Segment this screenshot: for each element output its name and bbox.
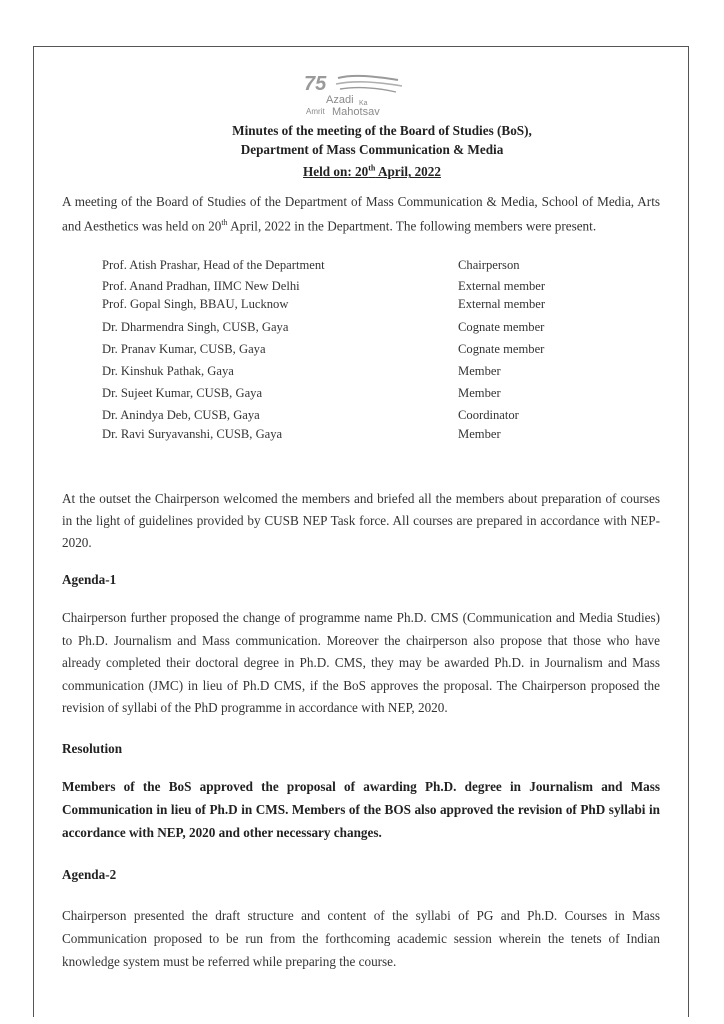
- azadi-ka-amrit-mahotsav-logo: [298, 70, 408, 118]
- held-on-suffix: April, 2022: [375, 164, 441, 180]
- logo-azadi-text: Azadi: [326, 94, 354, 106]
- member-role: Member: [458, 364, 501, 378]
- member-role: Cognate member: [458, 320, 545, 334]
- intro-text-b: April, 2022 in the Department. The following members were present.: [227, 218, 597, 234]
- intro-sup: th: [221, 218, 228, 227]
- member-row: [102, 364, 582, 386]
- member-name: Dr. Sujeet Kumar, CUSB, Gaya: [102, 386, 263, 400]
- held-on-prefix: Held on: 20: [303, 164, 369, 180]
- title-line-2: Department of Mass Communication & Media: [240, 142, 504, 157]
- member-name: Dr. Kinshuk Pathak, Gaya: [102, 364, 234, 378]
- member-row: [102, 279, 582, 297]
- member-row: [102, 320, 582, 342]
- member-name: Prof. Anand Pradhan, IIMC New Delhi: [102, 279, 300, 293]
- member-row: [102, 386, 582, 408]
- member-name: Prof. Gopal Singh, BBAU, Lucknow: [102, 297, 289, 311]
- agenda-2-heading: Agenda-2: [62, 867, 117, 882]
- logo-mahotsav-text: Mahotsav: [332, 106, 380, 118]
- outset-paragraph: At the outset the Chairperson welcomed the members and briefed all the members about preparation of courses in the light of guidelines provided by CUSB NEP Task force. All courses are prepared in accordance with NEP-2020.: [62, 491, 660, 550]
- member-role: Chairperson: [458, 258, 520, 272]
- logo-75-text: 75: [304, 73, 327, 95]
- meeting-date: [20, 159, 724, 181]
- resolution-paragraph: Members of the BoS approved the proposal of awarding Ph.D. degree in Journalism and Mass Communication in lieu of Ph.D in CMS. Members of the BOS also approved the revision of PhD syllabi in accordance with NEP, 2020 and other necessary changes.: [62, 779, 660, 840]
- resolution-heading: Resolution: [62, 741, 123, 756]
- member-row: [102, 427, 582, 447]
- document-title: [0, 121, 724, 181]
- agenda-2-paragraph: Chairperson presented the draft structure and content of the syllabi of PG and Ph.D. Courses in Mass Communication proposed to be run from the forthcoming academic session wherein the tenets of Indian knowledge system must be referred while preparing the course.: [62, 908, 660, 969]
- member-role: External member: [458, 297, 546, 311]
- member-name: Dr. Anindya Deb, CUSB, Gaya: [102, 408, 260, 422]
- member-role: Cognate member: [458, 342, 545, 356]
- logo-emblem-icon: [298, 70, 408, 118]
- member-name: Dr. Dharmendra Singh, CUSB, Gaya: [102, 320, 289, 334]
- member-row: [102, 258, 582, 279]
- agenda-1-heading: Agenda-1: [62, 572, 117, 587]
- logo-ka-text: Ka: [359, 100, 368, 107]
- held-on-sup: th: [368, 164, 376, 173]
- title-line-1: Minutes of the meeting of the Board of Studies (BoS),: [232, 123, 532, 138]
- member-role: Member: [458, 427, 501, 441]
- member-role: External member: [458, 279, 546, 293]
- logo-amrit-text: Amrit: [306, 107, 325, 116]
- intro-paragraph: [62, 191, 660, 236]
- member-role: Coordinator: [458, 408, 519, 422]
- member-row: [102, 408, 582, 427]
- members-list: [102, 258, 582, 447]
- member-name: Prof. Atish Prashar, Head of the Department: [102, 258, 325, 272]
- member-row: [102, 297, 582, 320]
- member-name: Dr. Pranav Kumar, CUSB, Gaya: [102, 342, 266, 356]
- intro-text-a: A meeting of the Board of Studies of the Department of Mass Communication & Media, School of Media, Arts and Aesthetics was held on 20: [62, 194, 660, 234]
- agenda-1-paragraph: Chairperson further proposed the change of programme name Ph.D. CMS (Communication and Media Studies) to Ph.D. Journalism and Mass communication. Moreover the chairperson also propose that those who have already completed their doctoral degree in Ph.D. CMS, they may be awarded Ph.D. in Journalism and Mass communication (JMC) in lieu of Ph.D CMS, if the BoS approves the proposal. The Chairperson proposed the revision of syllabi of the PhD programme in accordance with NEP, 2020.: [62, 610, 660, 715]
- member-row: [102, 342, 582, 364]
- member-role: Member: [458, 386, 501, 400]
- member-name: Dr. Ravi Suryavanshi, CUSB, Gaya: [102, 427, 283, 441]
